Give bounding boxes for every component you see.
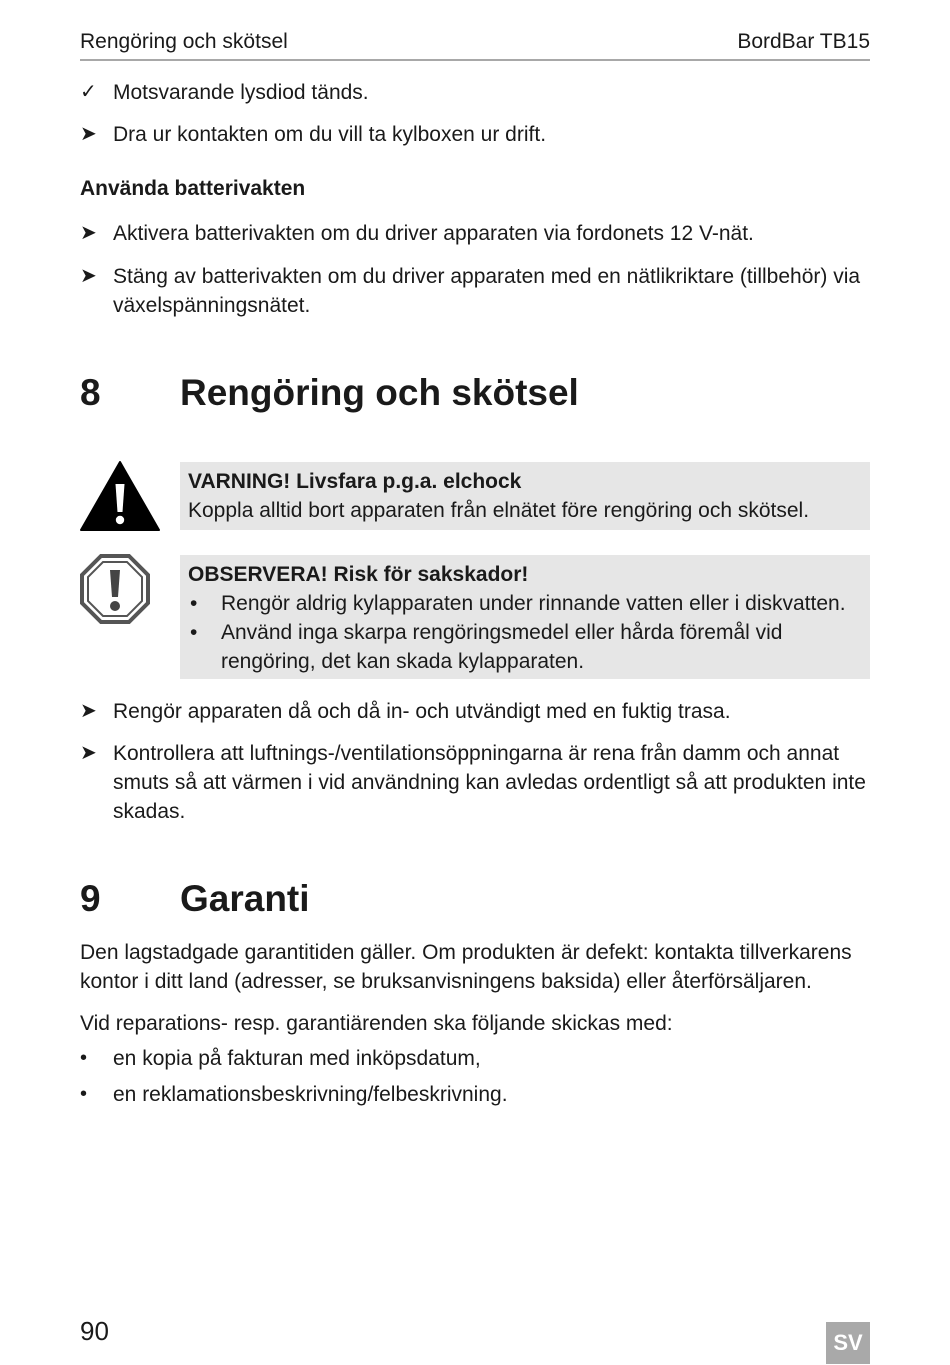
bullet-icon: •: [190, 621, 198, 644]
arrow-bullet-icon: ➤: [80, 123, 97, 145]
section-number: 8: [80, 372, 101, 413]
list-item-text: en kopia på fakturan med inköpsdatum,: [113, 1047, 481, 1070]
list-item: [80, 1044, 870, 1073]
instruction-item: [80, 262, 870, 320]
instruction-text: Stäng av batterivakten om du driver apparaten med en nätlikriktare (tillbehör) via växelspänningsnätet.: [113, 265, 861, 317]
language-badge: SV: [826, 1322, 870, 1364]
notice-box: [180, 555, 870, 679]
section-title: Garanti: [180, 878, 310, 919]
list-item: [188, 618, 862, 676]
arrow-bullet-icon: ➤: [80, 742, 97, 764]
running-header-product: BordBar TB15: [737, 30, 870, 53]
list-item: [80, 1080, 870, 1109]
instruction-item: [80, 697, 870, 726]
arrow-bullet-icon: ➤: [80, 265, 97, 287]
instruction-text: Kontrollera att luftnings-/ventilationsöppningarna är rena från damm och annat smuts så att värmen i vid användning kan avledas ordentligt så att produkten inte skadas.: [113, 742, 866, 823]
list-item-text: Använd inga skarpa rengöringsmedel eller hårda föremål vid rengöring, det kan skada kylapparaten.: [221, 621, 783, 673]
warranty-paragraph: Den lagstadgade garantitiden gäller. Om produkten är defekt: kontakta tillverkarens kontor i ditt land (adresser, se bruksanvisningens baksida) eller återförsäljaren.: [80, 941, 852, 993]
list-item-text: Rengör aldrig kylapparaten under rinnande vatten eller i diskvatten.: [221, 592, 846, 615]
warning-box: [180, 462, 870, 530]
bullet-icon: •: [190, 592, 198, 615]
warranty-paragraph: Vid reparations- resp. garantiärenden ska följande skickas med:: [80, 1012, 673, 1035]
notice-list: [188, 589, 862, 676]
instruction-text: Dra ur kontakten om du vill ta kylboxen ur drift.: [113, 123, 547, 146]
list-item: [188, 589, 862, 618]
instruction-item: [80, 120, 870, 149]
warning-triangle-icon: [79, 460, 161, 532]
list-item-text: en reklamationsbeskrivning/felbeskrivning.: [113, 1083, 508, 1106]
checkmark-icon: ✓: [80, 81, 97, 103]
instruction-item: [80, 219, 870, 248]
subsection-heading: Använda batterivakten: [80, 177, 306, 200]
header-divider: [80, 59, 870, 61]
arrow-bullet-icon: ➤: [80, 700, 97, 722]
section-title: Rengöring och skötsel: [180, 372, 579, 413]
bullet-icon: •: [80, 1083, 88, 1105]
section-number: 9: [80, 878, 101, 919]
instruction-text: Rengör apparaten då och då in- och utvändigt med en fuktig trasa.: [113, 700, 731, 723]
warning-text: Koppla alltid bort apparaten från elnätet före rengöring och skötsel.: [188, 499, 810, 522]
instruction-text: Aktivera batterivakten om du driver apparaten via fordonets 12 V-nät.: [113, 222, 754, 245]
bullet-icon: •: [80, 1047, 88, 1069]
page-number: 90: [80, 1316, 109, 1346]
notice-title: OBSERVERA! Risk för sakskador!: [188, 563, 529, 586]
result-text: Motsvarande lysdiod tänds.: [113, 81, 369, 104]
arrow-bullet-icon: ➤: [80, 222, 97, 244]
result-item: [80, 78, 870, 107]
warning-title: VARNING! Livsfara p.g.a. elchock: [188, 470, 522, 493]
instruction-item: [80, 739, 870, 826]
running-header-title: Rengöring och skötsel: [80, 30, 288, 53]
octagon-exclamation-icon: [79, 553, 151, 625]
